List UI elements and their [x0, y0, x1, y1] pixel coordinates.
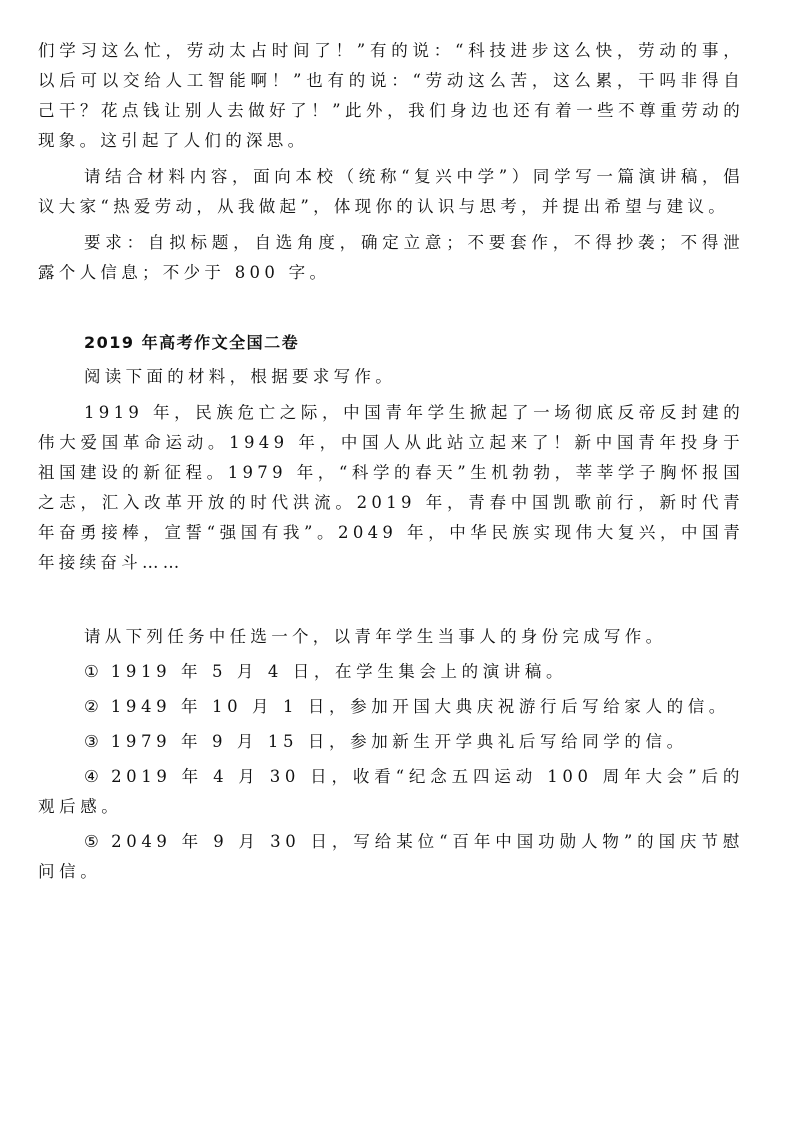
document-page [38, 36, 744, 887]
task-text: 2049 年 9 月 30 日，写给某位“百年中国功勋人物”的国庆节慰问信。 [38, 832, 744, 881]
body-paragraph: 请结合材料内容，面向本校（统称“复兴中学”）同学写一篇演讲稿，倡议大家“热爱劳动，从我做起”，体现你的认识与思考，并提出希望与建议。 [38, 167, 744, 216]
intro-paragraph: 阅读下面的材料，根据要求写作。 [84, 367, 396, 386]
task-text: 1979 年 9 月 15 日，参加新生开学典礼后写给同学的信。 [110, 732, 688, 751]
requirements-paragraph: 要求：自拟标题，自选角度，确定立意；不要套作，不得抄袭；不得泄露个人信息；不少于 800 字。 [38, 233, 744, 282]
task-item [38, 692, 744, 722]
section-heading: 2019 年高考作文全国二卷 [84, 333, 300, 352]
task-text: 2019 年 4 月 30 日，收看“纪念五四运动 100 周年大会”后的观后感。 [38, 767, 745, 816]
material-paragraph: 1919 年，民族危亡之际，中国青年学生掀起了一场彻底反帝反封建的伟大爱国革命运动。1949 年，中国人从此站立起来了！新中国青年投身于祖国建设的新征程。1979 年，“科学的春天”生机勃勃，莘莘学子胸怀报国之志，汇入改革开放的时代洪流。2019 年，青春中国凯歌前行，新时代青年奋勇接棒，宣誓“强国有我”。2049 年，中华民族实现伟大复兴，中国青年接续奋斗…… [38, 403, 744, 572]
section-gap [38, 578, 744, 622]
section-gap [38, 288, 744, 328]
task-marker: ⑤ [84, 832, 102, 851]
task-item [38, 727, 744, 757]
task-text: 1949 年 10 月 1 日，参加开国大典庆祝游行后写给家人的信。 [110, 697, 730, 716]
task-item [38, 827, 744, 887]
body-paragraph: 们学习这么忙，劳动太占时间了！”有的说：“科技进步这么快，劳动的事，以后可以交给人工智能啊！”也有的说：“劳动这么苦，这么累，干吗非得自己干？花点钱让别人去做好了！”此外，我们身边也还有着一些不尊重劳动的现象。这引起了人们的深思。 [38, 41, 744, 150]
task-marker: ③ [84, 732, 101, 751]
task-marker: ② [84, 697, 101, 716]
task-marker: ① [84, 662, 101, 681]
task-list [38, 657, 744, 887]
task-item [38, 657, 744, 687]
task-text: 1919 年 5 月 4 日，在学生集会上的演讲稿。 [110, 662, 568, 681]
instruction-paragraph: 请从下列任务中任选一个，以青年学生当事人的身份完成写作。 [84, 627, 667, 646]
task-marker: ④ [84, 767, 102, 786]
task-item [38, 762, 744, 822]
